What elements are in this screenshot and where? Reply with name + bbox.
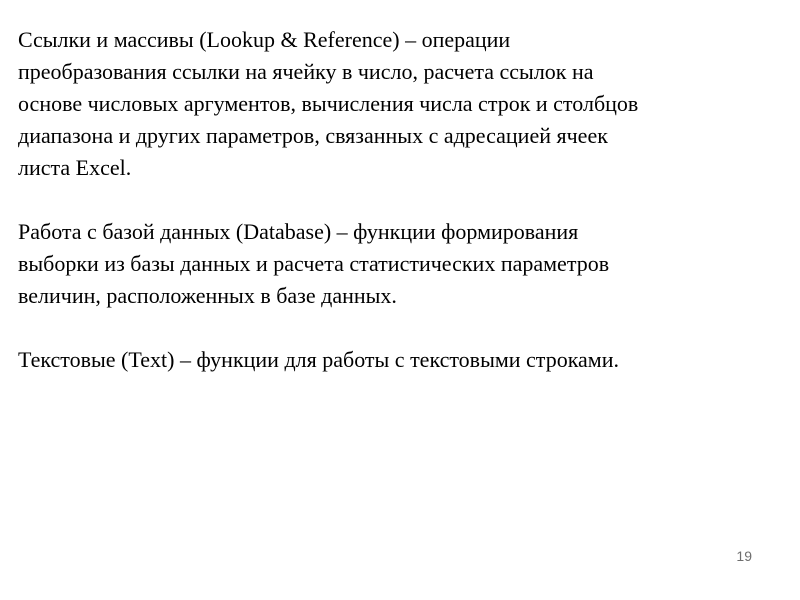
text-line: Текстовые (Text) – функции для работы с текстовыми строками. xyxy=(18,347,620,372)
page-number: 19 xyxy=(736,548,752,564)
paragraph-database xyxy=(18,216,788,312)
text-line: преобразования ссылки на ячейку в число, расчета ссылок на xyxy=(18,59,594,84)
slide-body xyxy=(18,24,788,408)
paragraph-text-functions xyxy=(18,344,788,376)
text-line: листа Excel. xyxy=(18,155,132,180)
text-line: величин, расположенных в базе данных. xyxy=(18,283,397,308)
text-line: основе числовых аргументов, вычисления числа строк и столбцов xyxy=(18,91,639,116)
text-line: выборки из базы данных и расчета статистических параметров xyxy=(18,251,610,276)
text-line: диапазона и других параметров, связанных с адресацией ячеек xyxy=(18,123,608,148)
text-line: Работа с базой данных (Database) – функции формирования xyxy=(18,219,579,244)
paragraph-lookup-reference xyxy=(18,24,788,184)
text-line: Ссылки и массивы (Lookup & Reference) – операции xyxy=(18,27,511,52)
